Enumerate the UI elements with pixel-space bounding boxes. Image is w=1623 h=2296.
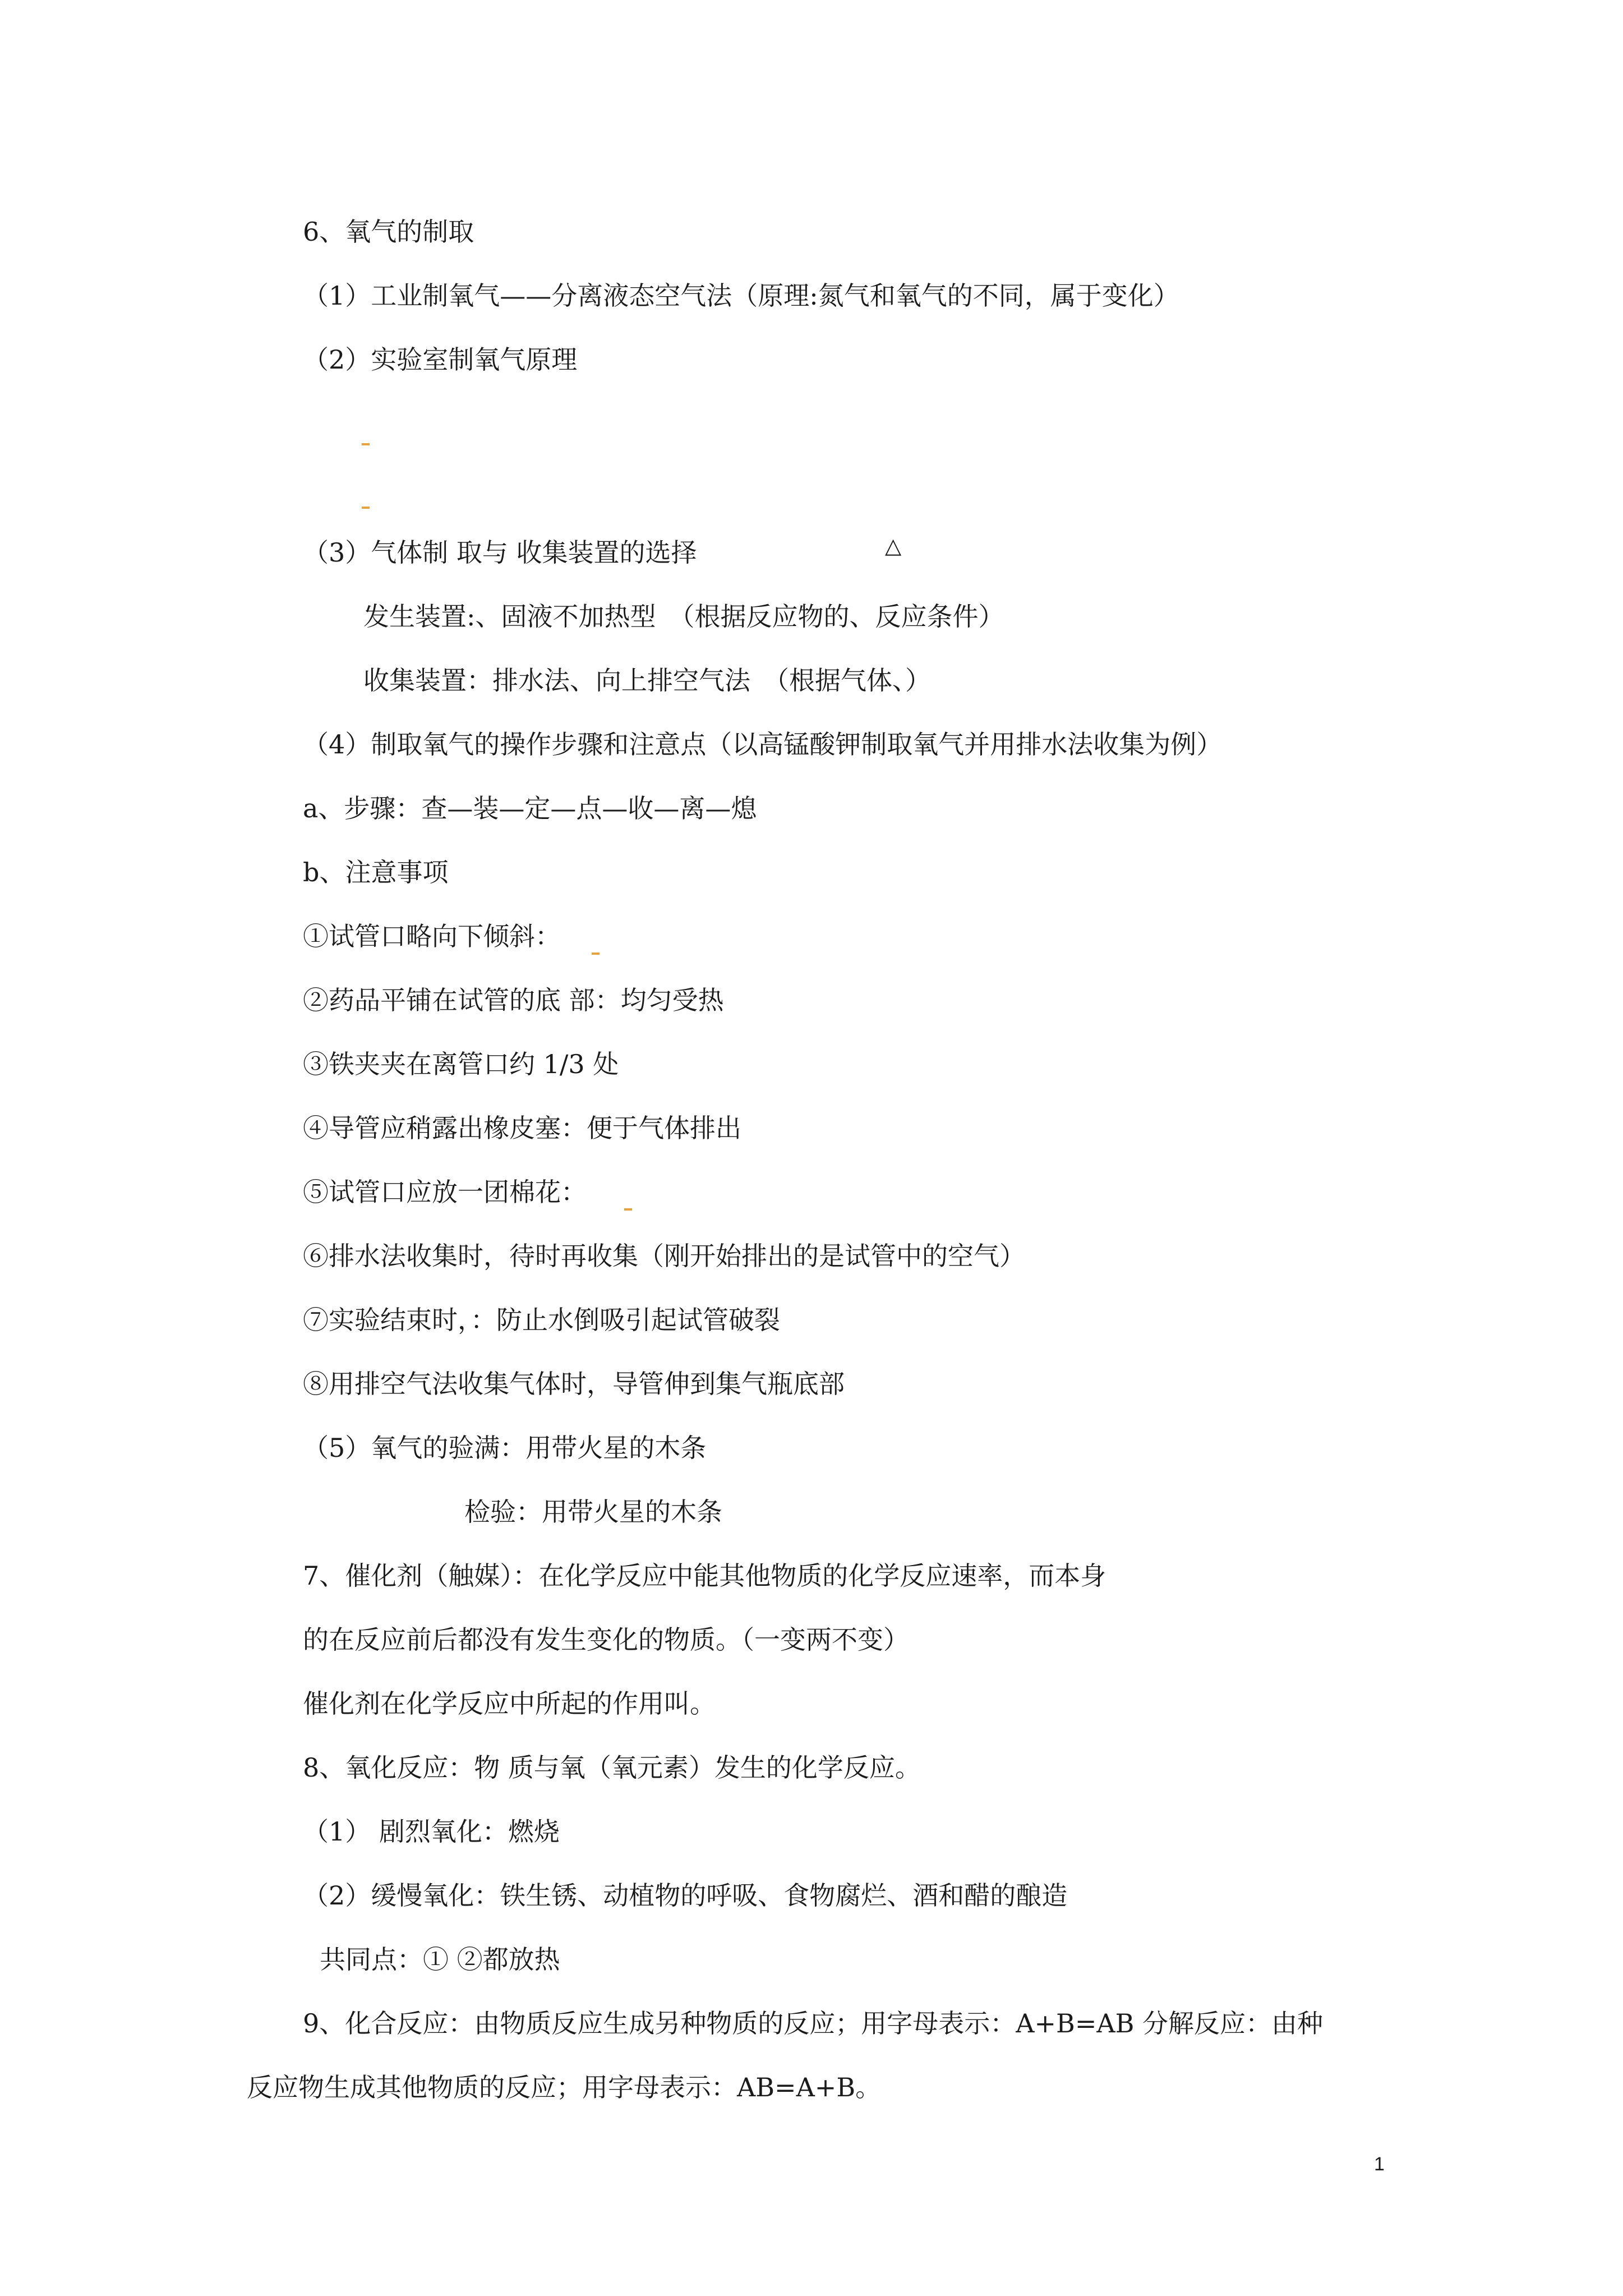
text-line: ⑦实验结束时，：防止水倒吸引起试管破裂 xyxy=(303,1305,780,1335)
text-line: ⑧用排空气法收集气体时，导管伸到集气瓶底部 xyxy=(303,1369,845,1399)
blank-marker xyxy=(592,953,600,955)
heat-triangle-icon: △ xyxy=(885,533,902,558)
text-line: （1） 剧烈氧化：燃烧 xyxy=(303,1816,560,1847)
text-line: 检验：用带火星的木条 xyxy=(464,1497,722,1527)
text-line: （2）实验室制氧气原理 xyxy=(303,344,578,375)
blank-marker xyxy=(362,443,370,445)
section-heading-6: 6、氧气的制取 xyxy=(303,217,474,247)
section-heading-7: 7、催化剂（触媒）：在化学反应中能其他物质的化学反应速率，而本身 xyxy=(303,1561,1106,1591)
section-heading-9: 9、化合反应：由物质反应生成另种物质的反应；用字母表示：A+B=AB 分解反应：由种 xyxy=(303,2008,1324,2039)
text-line: a、步骤：查—装—定—点—收—离—熄 xyxy=(303,793,757,823)
text-line: 的在反应前后都没有发生变化的物质。（一变两不变） xyxy=(303,1625,909,1655)
text-line: ②药品平铺在试管的底 部：均匀受热 xyxy=(303,985,724,1015)
blank-marker xyxy=(624,1208,632,1211)
text-line: （3）气体制 取与 收集装置的选择 xyxy=(303,537,697,568)
text-line: 收集装置：排水法、向上排空气法 （根据气体、） xyxy=(363,665,931,696)
text-line: ⑤试管口应放一团棉花： xyxy=(303,1177,587,1207)
blank-marker xyxy=(362,507,370,509)
text-line: 共同点：① ②都放热 xyxy=(320,1944,560,1975)
text-line: b、注意事项 xyxy=(303,857,449,887)
text-line: 催化剂在化学反应中所起的作用叫。 xyxy=(303,1688,716,1719)
text-line: 发生装置:、固液不加热型 （根据反应物的、反应条件） xyxy=(363,601,1004,632)
text-line: （5）氧气的验满：用带火星的木条 xyxy=(303,1433,707,1463)
page-number: 1 xyxy=(1374,2154,1385,2175)
text-line: （2）缓慢氧化：铁生锈、动植物的呼吸、食物腐烂、酒和醋的酿造 xyxy=(303,1880,1068,1911)
text-line: ⑥排水法收集时，待时再收集（刚开始排出的是试管中的空气） xyxy=(303,1241,1025,1271)
section-heading-8: 8、氧化反应：物 质与氧（氧元素）发生的化学反应。 xyxy=(303,1752,921,1783)
text-line: 反应物生成其他物质的反应；用字母表示：AB=A+B。 xyxy=(247,2072,882,2102)
text-line: （1）工业制氧气——分离液态空气法（原理:氮气和氧气的不同，属于变化） xyxy=(303,280,1179,311)
text-line: （4）制取氧气的操作步骤和注意点（以高锰酸钾制取氧气并用排水法收集为例） xyxy=(303,729,1223,760)
text-line: ①试管口略向下倾斜： xyxy=(303,921,561,951)
text-line: ③铁夹夹在离管口约 1/3 处 xyxy=(303,1049,619,1079)
text-line: ④导管应稍露出橡皮塞：便于气体排出 xyxy=(303,1113,741,1143)
